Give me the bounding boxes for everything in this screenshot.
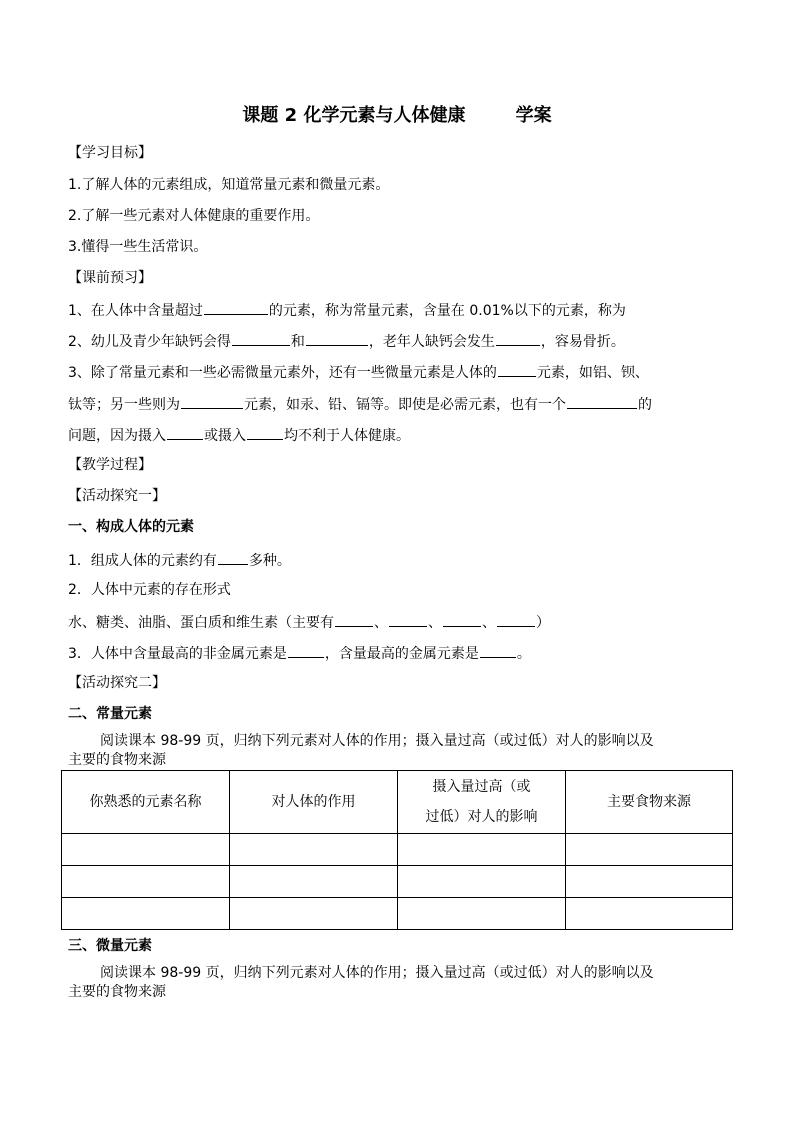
activity-1-header: 【活动探究一】 (68, 488, 166, 504)
part1-q1-text-b: 多种。 (248, 553, 291, 569)
table-cell[interactable] (566, 834, 733, 866)
table-header-intake-line-1: 摄入量过高（或 (432, 779, 531, 795)
process-header: 【教学过程】 (68, 457, 152, 473)
part-3-paragraph-line-2: 主要的食物来源 (68, 984, 166, 1000)
part1-q1-text-a: 1．组成人体的元素约有 (68, 553, 217, 569)
preview-question-3-line-2 (68, 394, 652, 414)
answer-blank[interactable] (497, 612, 535, 627)
preview-question-2 (68, 331, 625, 351)
preview-q3-text-e: 的 (638, 397, 652, 413)
table-header-intake-impact (398, 771, 566, 834)
goal-3: 3.懂得一些生活常识。 (68, 239, 208, 255)
answer-blank[interactable] (480, 643, 516, 658)
preview-question-3-line-3 (68, 425, 410, 445)
answer-blank[interactable] (167, 425, 203, 440)
table-cell[interactable] (230, 834, 398, 866)
table-cell[interactable] (398, 898, 566, 930)
table-cell[interactable] (62, 834, 230, 866)
answer-blank[interactable] (204, 300, 268, 315)
part-2-title: 二、常量元素 (68, 706, 152, 722)
table-cell[interactable] (62, 866, 230, 898)
part-1-question-2-line (68, 612, 550, 632)
preview-header: 【课前预习】 (68, 270, 152, 286)
page-title: 课题 2 化学元素与人体健康 学案 (242, 105, 552, 126)
goal-1: 1.了解人体的元素组成，知道常量元素和微量元素。 (68, 177, 390, 193)
goals-header: 【学习目标】 (68, 145, 152, 161)
part1-q2-text-a: 水、糖类、油脂、蛋白质和维生素（主要有 (68, 615, 334, 631)
answer-blank[interactable] (181, 394, 243, 409)
table-row (62, 834, 733, 866)
part-3-paragraph-line-1: 阅读课本 98-99 页，归纳下列元素对人体的作用；摄入量过高（或过低）对人的影响以及 (100, 965, 654, 981)
table-cell[interactable] (398, 866, 566, 898)
part-1-title: 一、构成人体的元素 (68, 519, 194, 535)
preview-q2-text-a: 2、幼儿及青少年缺钙会得 (68, 334, 231, 350)
preview-q3-text-g: 或摄入 (204, 428, 246, 444)
preview-question-1 (68, 300, 626, 320)
preview-q1-text-a: 1、在人体中含量超过 (68, 303, 203, 319)
answer-blank[interactable] (232, 331, 290, 346)
part-2-paragraph-line-1: 阅读课本 98-99 页，归纳下列元素对人体的作用；摄入量过高（或过低）对人的影响以及 (100, 733, 654, 749)
part1-q2-end: ） (536, 615, 550, 631)
part1-q2-sep: 、 (428, 615, 442, 631)
part-1-question-3 (68, 643, 531, 663)
table-cell[interactable] (566, 866, 733, 898)
answer-blank[interactable] (389, 612, 427, 627)
table-cell[interactable] (566, 898, 733, 930)
answer-blank[interactable] (496, 331, 540, 346)
answer-blank[interactable] (247, 425, 283, 440)
table-cell[interactable] (62, 898, 230, 930)
answer-blank[interactable] (288, 643, 324, 658)
preview-q3-text-h: 均不利于人体健康。 (284, 428, 410, 444)
table-header-effect: 对人体的作用 (230, 771, 398, 834)
preview-q3-text-d: 元素，如汞、铅、镉等。即使是必需元素，也有一个 (244, 397, 566, 413)
table-cell[interactable] (230, 898, 398, 930)
preview-q3-text-a: 3、除了常量元素和一些必需微量元素外，还有一些微量元素是人体的 (68, 365, 497, 381)
preview-q2-text-d: ，容易骨折。 (540, 334, 625, 350)
preview-q2-text-c: ，老年人缺钙会发生 (368, 334, 495, 350)
answer-blank[interactable] (335, 612, 373, 627)
table-row (62, 898, 733, 930)
answer-blank[interactable] (218, 550, 248, 565)
table-header-food-source: 主要食物来源 (566, 771, 733, 834)
table-cell[interactable] (230, 866, 398, 898)
part1-q2-sep: 、 (482, 615, 496, 631)
table-header-intake-line-2: 过低）对人的影响 (425, 809, 538, 825)
part1-q3-text-c: 。 (516, 646, 531, 662)
preview-q1-text-b: 的元素，称为常量元素，含量在 0.01%以下的元素，称为 (268, 303, 626, 319)
preview-question-3-line-1 (68, 362, 649, 382)
table-header-row (62, 771, 733, 834)
part-3-title: 三、微量元素 (68, 938, 152, 954)
preview-q2-text-b: 和 (290, 334, 305, 350)
activity-2-header: 【活动探究二】 (68, 675, 166, 691)
preview-q3-text-f: 问题，因为摄入 (68, 428, 166, 444)
part1-q3-text-b: ，含量最高的金属元素是 (324, 646, 479, 662)
preview-q3-text-b: 元素，如铝、钡、 (536, 365, 649, 381)
goal-2: 2.了解一些元素对人体健康的重要作用。 (68, 208, 320, 224)
table-header-element-name: 你熟悉的元素名称 (62, 771, 230, 834)
answer-blank[interactable] (306, 331, 368, 346)
preview-q3-text-c: 钛等；另一些则为 (68, 397, 180, 413)
element-table (61, 770, 733, 930)
part-1-question-2: 2．人体中元素的存在形式 (68, 582, 231, 598)
answer-blank[interactable] (498, 362, 536, 377)
part-2-paragraph-line-2: 主要的食物来源 (68, 752, 166, 768)
part1-q3-text-a: 3．人体中含量最高的非金属元素是 (68, 646, 287, 662)
part1-q2-sep: 、 (374, 615, 388, 631)
table-row (62, 866, 733, 898)
answer-blank[interactable] (567, 394, 637, 409)
part-1-question-1 (68, 550, 291, 570)
answer-blank[interactable] (443, 612, 481, 627)
table-cell[interactable] (398, 834, 566, 866)
